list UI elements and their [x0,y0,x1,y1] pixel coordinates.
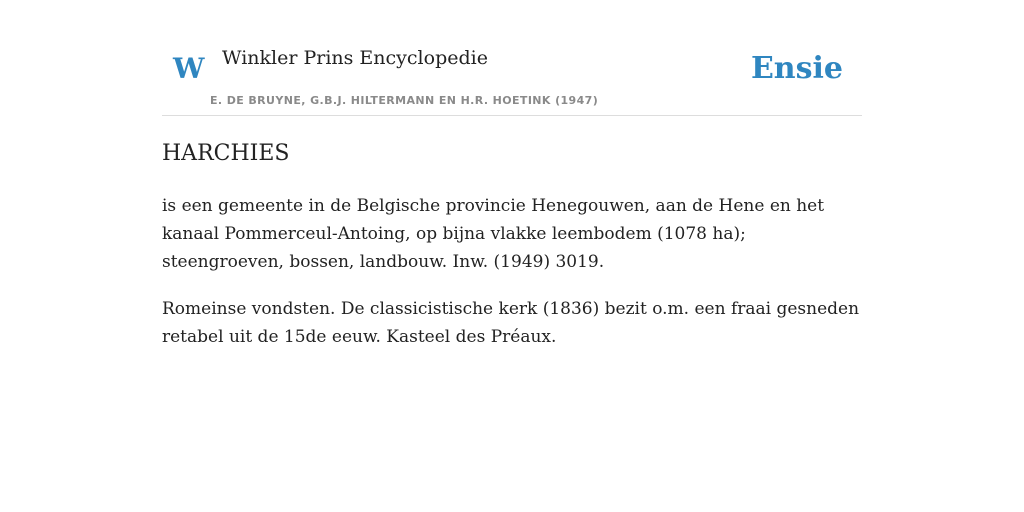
entry-body [162,192,862,370]
entry-title: HARCHIES [162,141,290,166]
entry-paragraph: is een gemeente in de Belgische provincie Henegouwen, aan de Hene en het kanaal Pommerceul-Antoing, op bijna vlakke leembodem (1078 ha); steengroeven, bossen, landbouw. Inw. (1949) 3019. [162,196,825,272]
book-title-link[interactable]: Winkler Prins Encyclopedie [222,47,488,69]
encyclopedia-header [162,0,862,116]
winkler-prins-logo-icon[interactable]: W [173,52,205,85]
entry-paragraph: Romeinse vondsten. De classicistische kerk (1836) bezit o.m. een fraai gesneden retabel uit de 15de eeuw. Kasteel des Préaux. [162,299,860,347]
ensie-logo[interactable]: Ensie [750,51,843,86]
page-content [162,0,862,347]
book-authors: E. DE BRUYNE, G.B.J. HILTERMANN EN H.R. HOETINK (1947) [210,94,599,107]
